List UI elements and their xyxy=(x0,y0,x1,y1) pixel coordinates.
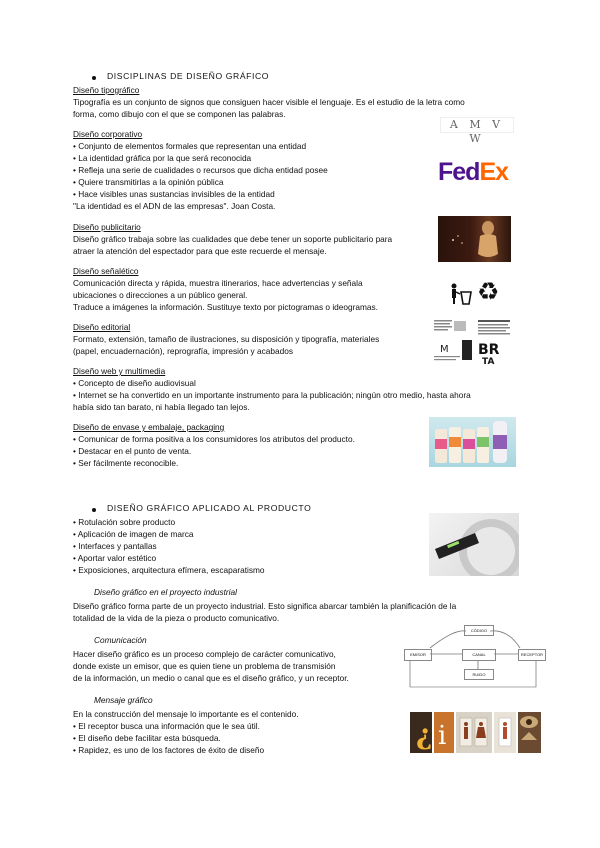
editorial-line-1: Formato, extensión, tamaño de ilustraciones, su disposición y tipografía, materiales xyxy=(73,334,380,344)
recycle-icon: ♻ xyxy=(477,277,500,306)
mensaje-line-2: • El receptor busca una información que le sea útil. xyxy=(73,721,260,731)
senaletico-line-3: Traduce a imágenes la información. Sustituye texto por pictogramas o ideogramas. xyxy=(73,302,378,312)
mensaje-title: Mensaje gráfico xyxy=(94,695,153,705)
editorial-pages-icon xyxy=(432,318,514,366)
envase-title: Diseño de envase y embalaje, packaging xyxy=(73,422,225,432)
typography-sample-image xyxy=(440,117,514,145)
publicitario-line-1: Diseño gráfico trabaja sobre las cualidades que debe tener un soporte publicitario para xyxy=(73,234,393,244)
fedex-logo-fed: Fed xyxy=(438,158,480,186)
corporativo-line-3: • Refleja una serie de cualidades o recursos que dicha entidad posee xyxy=(73,165,328,175)
section2-heading: DISEÑO GRÁFICO APLICADO AL PRODUCTO xyxy=(107,503,312,513)
producto-line-2: • Aplicación de imagen de marca xyxy=(73,529,194,539)
packaging-photo xyxy=(429,417,516,467)
mensaje-line-1: En la construcción del mensaje lo importante es el contenido. xyxy=(73,709,299,719)
comunicacion-line-3: de la información, un medio o canal que es el diseño gráfico, y un receptor. xyxy=(73,673,349,683)
tipografico-title: Diseño tipográfico xyxy=(73,85,140,95)
corporativo-line-2: • La identidad gráfica por la que será reconocida xyxy=(73,153,252,163)
mensaje-line-4: • Rapidez, es uno de los factores de éxito de diseño xyxy=(73,745,265,755)
svg-text:TA: TA xyxy=(482,357,495,366)
web-line-3: había sido tan barato, ni había llegado tan lejos. xyxy=(73,402,250,412)
section1-heading: DISCIPLINAS DE DISEÑO GRÁFICO xyxy=(107,71,270,81)
mensaje-line-3: • El diseño debe facilitar esta búsqueda. xyxy=(73,733,221,743)
comunicacion-line-2: donde existe un emisor, que es quien tiene un problema de transmisión xyxy=(73,661,336,671)
publicitario-line-2: atraer la atención del espectador para que este recuerde el mensaje. xyxy=(73,246,327,256)
communication-diagram xyxy=(404,623,544,693)
editorial-layout-image xyxy=(432,318,514,366)
publicitario-title: Diseño publicitario xyxy=(73,222,141,232)
corporativo-title: Diseño corporativo xyxy=(73,129,143,139)
web-title: Diseño web y multimedia xyxy=(73,366,166,376)
diagram-emisor: EMISOR xyxy=(404,649,432,661)
appliance-photo xyxy=(429,513,519,576)
web-line-1: • Concepto de diseño audiovisual xyxy=(73,378,196,388)
signage-icons xyxy=(410,712,541,753)
tipografico-line-2: forma, como dibujo con el que se componen las palabras. xyxy=(73,109,286,119)
envase-line-1: • Comunicar de forma positiva a los consumidores los atributos del producto. xyxy=(73,434,355,444)
advertising-figure-icon xyxy=(438,216,511,262)
appliance-display-icon xyxy=(429,513,519,576)
envase-line-2: • Destacar en el punto de venta. xyxy=(73,446,192,456)
senaletico-line-2: ubicaciones o direcciones a un público general. xyxy=(73,290,248,300)
diagram-codigo: CÓDIGO xyxy=(464,625,494,636)
producto-line-5: • Exposiciones, arquitectura efímera, escaparatismo xyxy=(73,565,265,575)
diagram-canal: CANAL xyxy=(462,649,496,661)
corporativo-line-4: • Quiere transmitirlas a la opinión pública xyxy=(73,177,224,187)
editorial-title: Diseño editorial xyxy=(73,322,131,332)
tipografico-line-1: Tipografía es un conjunto de signos que consiguen hacer visible el lenguaje. Es el estudio de la letra como xyxy=(73,97,465,107)
packaging-bottles-icon xyxy=(429,417,516,467)
comunicacion-title: Comunicación xyxy=(94,635,147,645)
envase-line-3: • Ser fácilmente reconocible. xyxy=(73,458,179,468)
heading-bullet-2 xyxy=(92,508,96,512)
signage-photo-strip xyxy=(410,712,541,753)
diagram-ruido: RUIDO xyxy=(464,669,494,680)
trash-pictogram-icon xyxy=(449,282,473,306)
industrial-title: Diseño gráfico en el proyecto industrial xyxy=(94,587,237,597)
producto-line-3: • Interfaces y pantallas xyxy=(73,541,157,551)
corporativo-line-5: • Hace visibles unas sustancias invisibles de la entidad xyxy=(73,189,275,199)
fedex-logo-ex: Ex xyxy=(479,158,509,186)
corporativo-quote: "La identidad es el ADN de las empresas". Joan Costa. xyxy=(73,201,276,211)
svg-text:BR: BR xyxy=(478,342,500,358)
typography-sample-text: A M V W xyxy=(449,118,505,145)
advertising-photo xyxy=(438,216,511,262)
heading-bullet xyxy=(92,76,96,80)
producto-line-1: • Rotulación sobre producto xyxy=(73,517,176,527)
web-line-2: • Internet se ha convertido en un importante instrumento para la publicación; ningún otro medio, hasta ahora xyxy=(73,390,471,400)
editorial-line-2: (papel, encuadernación), reprografía, impresión y acabados xyxy=(73,346,293,356)
industrial-line-2: totalidad de la vida de la pieza o producto comunicativo. xyxy=(73,613,280,623)
svg-text:¿: ¿ xyxy=(416,718,433,751)
corporativo-line-1: • Conjunto de elementos formales que representan una entidad xyxy=(73,141,307,151)
senaletico-line-1: Comunicación directa y rápida, muestra itinerarios, hace advertencias y señala xyxy=(73,278,363,288)
diagram-receptor: RECEPTOR xyxy=(518,649,546,661)
senaletico-title: Diseño señalético xyxy=(73,266,139,276)
comunicacion-line-1: Hacer diseño gráfico es un proceso complejo de carácter comunicativo, xyxy=(73,649,336,659)
svg-text:i: i xyxy=(438,721,447,751)
svg-text:M: M xyxy=(440,344,449,355)
fedex-logo xyxy=(438,158,508,186)
producto-line-4: • Aportar valor estético xyxy=(73,553,157,563)
industrial-line-1: Diseño gráfico forma parte de un proyecto industrial. Esto significa abarcar también la planificación de la xyxy=(73,601,457,611)
